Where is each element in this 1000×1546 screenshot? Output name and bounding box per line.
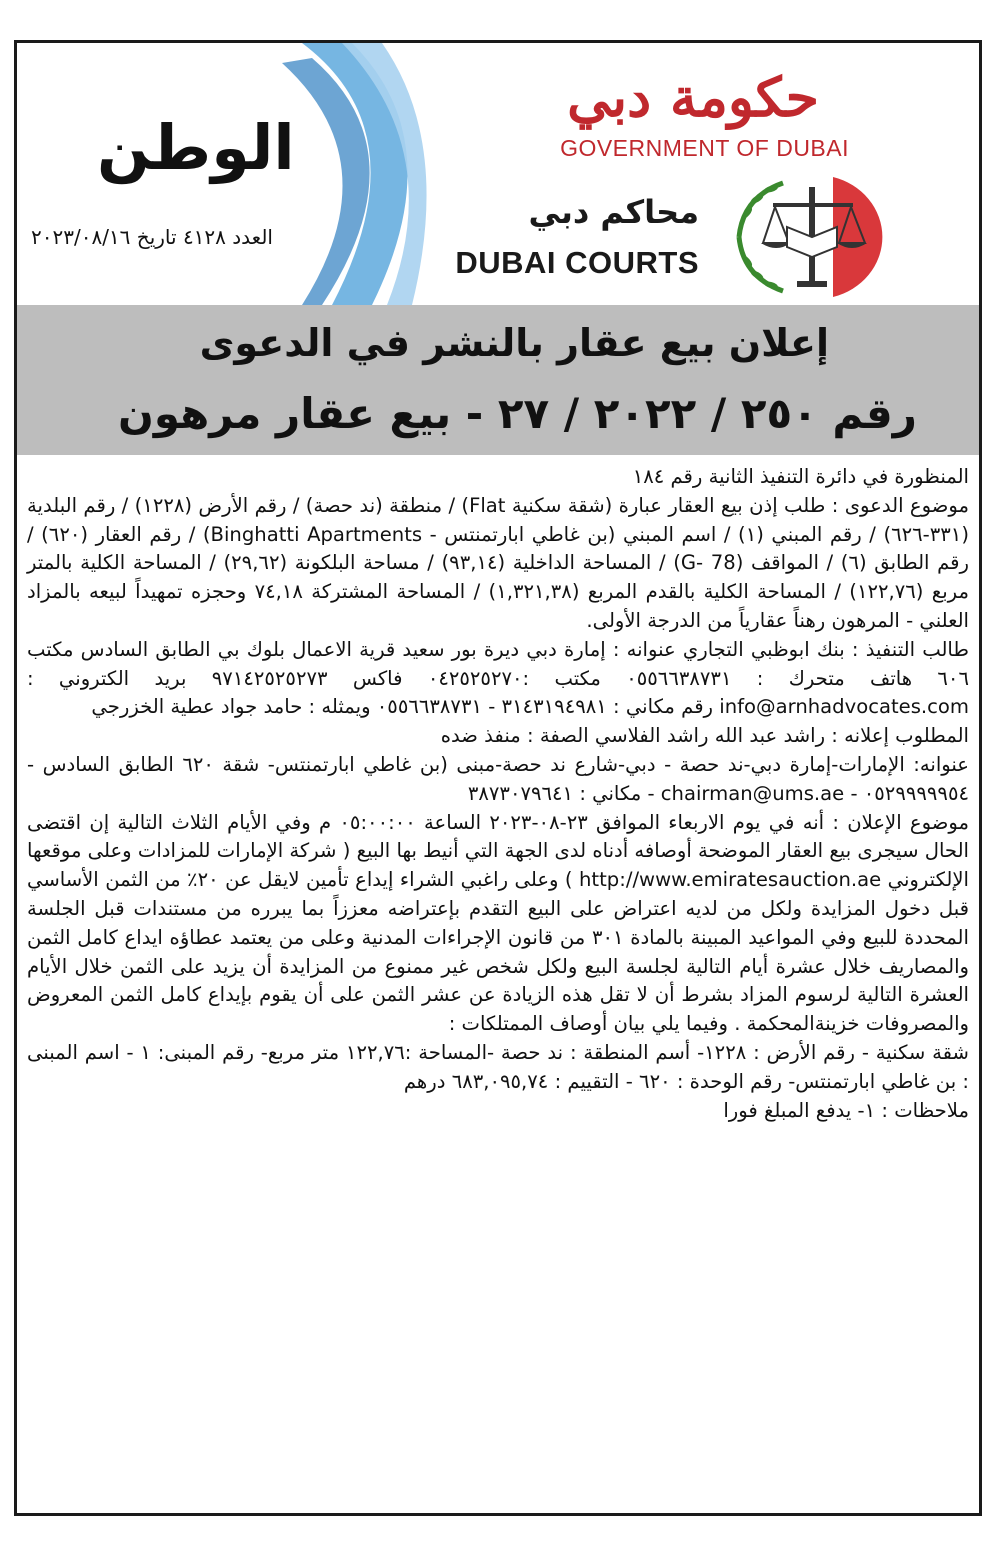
paragraph-notes: ملاحظات : ١- يدفع المبلغ فورا <box>723 1098 969 1122</box>
paragraph-property-details: شقة سكنية - رقم الأرض : ١٢٢٨- أسم المنطقة : ند حصة -المساحة :١٢٢,٧٦ متر مربع- رقم المبنى: ١ - اسم المبنى : بن غاطي ابارتمنتس- رقم الوحدة : ٦٢٠ - التقييم : ٦٨٣,٠٩٥,٧٤ درهم <box>27 1040 969 1093</box>
paragraph-defendant-address: عنوانه: الإمارات-إمارة دبي-ند حصة - دبي-شارع ند حصة-مبنى (بن غاطي ابارتمنتس- شقة ٦٢٠ الطابق السادس - ٠٥٢٩٩٩٩٩٥٤ - chairman@ums.ae - مكاني : ٣٨٧٣٠٧٩٦٤١ <box>27 752 969 805</box>
paragraph-defendant: المطلوب إعلانه : راشد عبد الله راشد الفلاسي الصفة : منفذ ضده <box>440 724 969 748</box>
paragraph-claimant: طالب التنفيذ : بنك ابوظبي التجاري عنوانه : إمارة دبي ديرة بور سعيد قرية الاعمال بلوك بي الطابق السادس مكتب ٦٠٦ هاتف متحرك : ٠٥٥٦٦٣٨٧٣١ مكتب :٠٤٢٥٢٥٢٧٠ فاكس ٩٧١٤٢٥٢٥٢٧٣ بريد الكتروني : info@arnhadvocates.com رقم مكاني : ٣١٤٣١٩٤٩٨١ - ٠٥٥٦٦٣٨٧٣١ ويمثله : حامد جواد عطية الخزرجي <box>27 637 969 719</box>
courts-name-english: DUBAI COURTS <box>455 245 699 280</box>
notice-frame <box>14 40 982 1516</box>
issue-date: العدد ٤١٢٨ تاريخ ٢٠٢٣/٠٨/١٦ <box>31 225 273 249</box>
courts-emblem-icon <box>713 173 923 301</box>
courts-name-arabic: محاكم دبي <box>528 193 699 231</box>
government-logo-english: GOVERNMENT OF DUBAI <box>560 135 849 161</box>
paragraph-circuit: المنظورة في دائرة التنفيذ الثانية رقم ١٨٤ <box>632 465 969 488</box>
newspaper-logo: الوطن <box>97 111 295 184</box>
paragraph-notice-subject: موضوع الإعلان : أنه في يوم الاربعاء الموافق ٢٣-٠٨-٢٠٢٣ الساعة ٠٥:٠٠:٠٠ م وفي الأيام الثلاث التالية إن اقتضى الحال سيجرى بيع العقار الموضحة أوصافه أدناه لدى الجهة التي أنيط بها البيع ( شركة الإمارات للمزادات وعلى موقعها الإلكتروني http://www.emiratesauction.ae ) وعلى راغبي الشراء إيداع تأمين لايقل عن ٢٠٪ من الثمن الأساسي قبل دخول المزايدة ولكل من لديه اعتراض على البيع التقدم بإعتراضه معززاً بما يبرره من مستندات قبل الجلسة المحددة للبيع وفي المواعيد المبينة بالمادة ٣٠١ من قانون الإجراءات المدنية وعلى من يعتمد عطاؤه ايداع كامل الثمن والمصاريف خلال عشرة أيام التالية لجلسة البيع ولكل شخص غير ممنوع من المزايدة أن يزيد على الثمن خلال الأيام العشرة التالية لرسوم المزاد بشرط أن لا تقل هذه الزيادة عن عشر الثمن على أن يقوم بإيداع كامل الثمن المعروض والمصروفات خزينةالمحكمة . وفيما يلي بيان أوصاف الممتلكات : <box>27 810 969 1036</box>
wave-decoration-icon <box>272 43 452 305</box>
notice-body <box>27 463 969 1125</box>
header <box>17 43 979 305</box>
notice-title: إعلان بيع عقار بالنشر في الدعوى <box>199 321 829 365</box>
government-logo-arabic: حكومة دبي <box>567 65 819 129</box>
case-number-title: رقم ٢٥٠ / ٢٠٢٢ / ٢٧ - بيع عقار مرهون <box>118 389 917 438</box>
paragraph-case-subject: موضوع الدعوى : طلب إذن بيع العقار عبارة (شقة سكنية Flat) / منطقة (ند حصة) / رقم الأرض (١٢٢٨) / رقم البلدية (٣٣١-٦٢٦) / رقم المبني (١) / اسم المبني (بن غاطي ابارتمنتس - Binghatti Apartments) / رقم العقار (٦٢٠) / رقم الطابق (٦) / المواقف (G- 78) / المساحة الداخلية (٩٣,١٤) / مساحة البلكونة (٢٩,٦٢) / المساحة الكلية بالمتر مربع (١٢٢,٧٦) / المساحة الكلية بالقدم المربع (١,٣٢١,٣٨) / المساحة المشتركة ٧٤,١٨ وحجزه تمهيداً لبيعه بالمزاد العلني - المرهون رهناً عقارياً من الدرجة الأولى. <box>27 493 969 632</box>
